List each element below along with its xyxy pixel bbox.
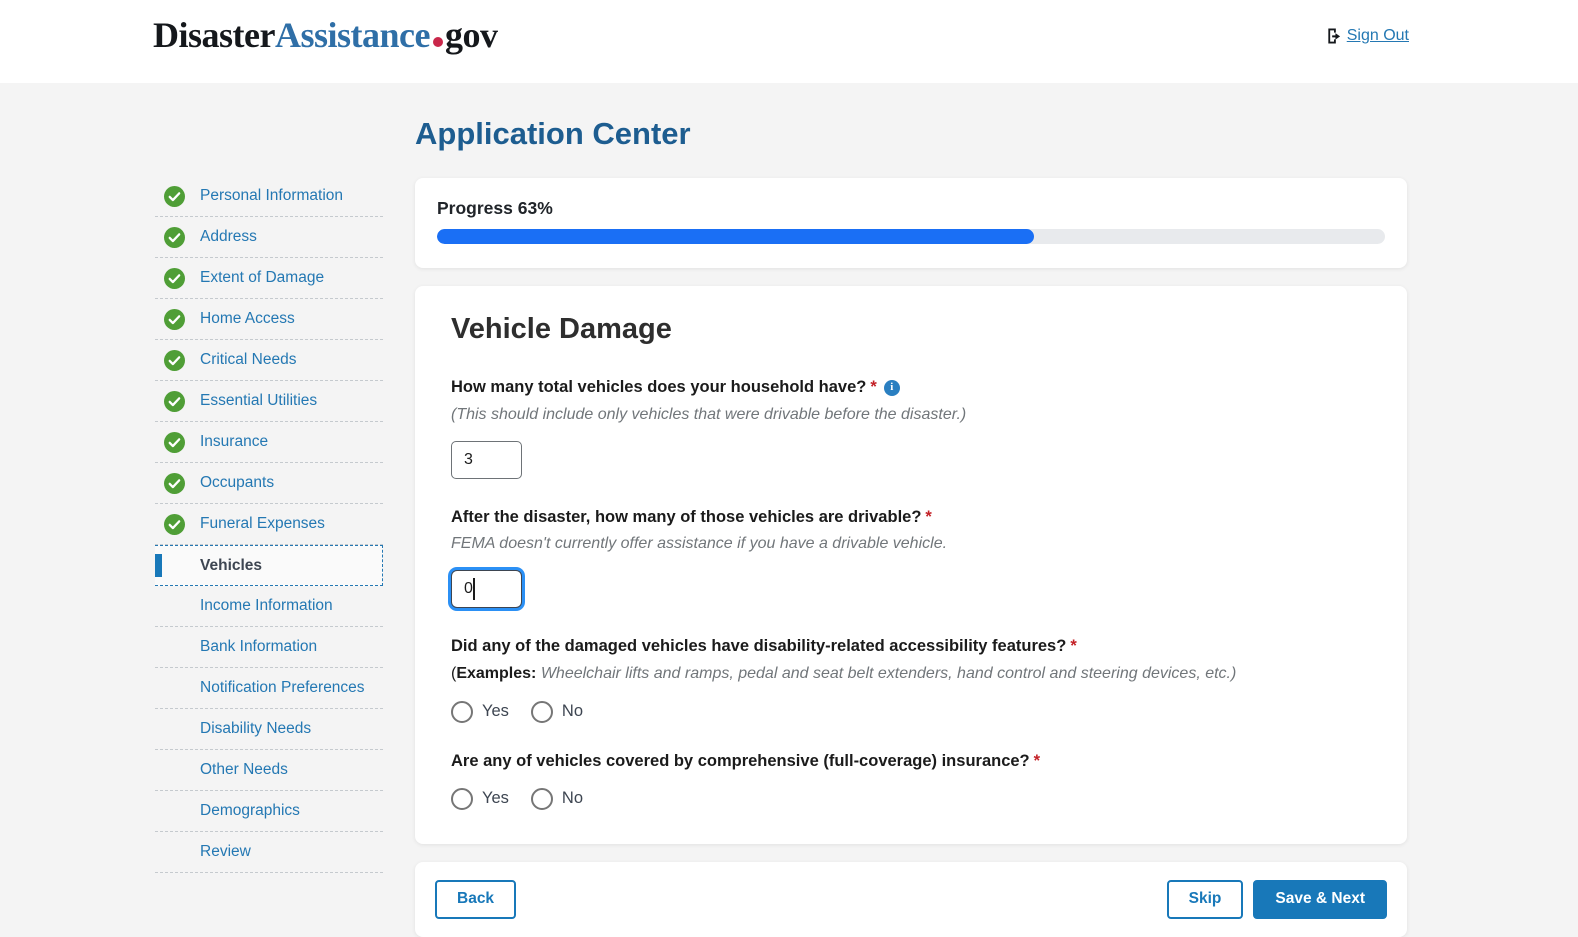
accessibility-yes-radio[interactable]: Yes [451, 701, 509, 723]
sign-out-icon [1325, 26, 1345, 46]
back-button[interactable]: Back [435, 880, 516, 919]
sidebar-item-vehicles-current[interactable] [155, 545, 383, 586]
site-header [0, 0, 1578, 83]
sidebar-item-label: Address [200, 228, 257, 245]
application-nav [155, 176, 383, 873]
form-actions-bar [415, 862, 1407, 937]
check-circle-icon [164, 473, 185, 494]
check-circle-icon [164, 268, 185, 289]
question-examples: (Examples: Wheelchair lifts and ramps, pedal and seat belt extenders, hand control and steering devices, etc.) [451, 664, 1237, 682]
sidebar-item-insurance[interactable] [155, 422, 383, 463]
sidebar-item-bank-information[interactable] [155, 627, 383, 668]
site-logo[interactable] [153, 14, 497, 56]
required-asterisk: * [925, 507, 932, 526]
sidebar-item-essential-utilities[interactable] [155, 381, 383, 422]
form-title: Vehicle Damage [451, 313, 672, 346]
sidebar-item-label: Bank Information [200, 638, 318, 655]
required-asterisk: * [1033, 751, 1041, 770]
check-circle-icon [164, 309, 185, 330]
active-item-bar [155, 554, 162, 577]
progress-label: Progress 63% [437, 198, 553, 219]
sidebar-item-label: Disability Needs [200, 720, 312, 737]
skip-button[interactable]: Skip [1167, 880, 1244, 919]
radio-circle-icon [531, 701, 553, 723]
sidebar-item-occupants[interactable] [155, 463, 383, 504]
progress-bar-fill [437, 229, 1034, 244]
sidebar-item-label: Home Access [200, 310, 295, 327]
required-asterisk: * [870, 378, 877, 397]
question-hint: (This should include only vehicles that were drivable before the disaster.) [451, 406, 967, 424]
progress-card [415, 178, 1407, 268]
required-asterisk: * [1070, 636, 1077, 655]
radio-circle-icon [451, 701, 473, 723]
logo-text-disaster: Disaster [153, 15, 275, 55]
sidebar-item-disability-needs[interactable] [155, 709, 383, 750]
check-circle-icon [164, 350, 185, 371]
sidebar-item-label: Personal Information [200, 187, 344, 204]
sidebar-item-label: Critical Needs [200, 351, 297, 368]
vehicle-damage-form [415, 286, 1407, 843]
sidebar-item-review[interactable] [155, 832, 383, 873]
sidebar-item-personal-information[interactable] [155, 176, 383, 217]
check-circle-icon [164, 391, 185, 412]
radio-circle-icon [451, 788, 473, 810]
sign-out-link[interactable] [1325, 26, 1409, 46]
check-circle-icon [164, 514, 185, 535]
sidebar-item-home-access[interactable] [155, 299, 383, 340]
question-total-vehicles [451, 376, 1371, 478]
sidebar-item-notification-preferences[interactable] [155, 668, 383, 709]
accessibility-no-radio[interactable]: No [531, 701, 583, 723]
sidebar-item-label: Funeral Expenses [200, 515, 325, 532]
sidebar-item-label: Demographics [200, 802, 300, 819]
question-accessibility-features [451, 635, 1371, 723]
sidebar-item-label: Other Needs [200, 761, 288, 778]
question-drivable-vehicles [451, 506, 1371, 608]
logo-text-assistance: Assistance [274, 15, 430, 55]
info-icon[interactable]: i [884, 380, 900, 396]
radio-circle-icon [531, 788, 553, 810]
check-circle-icon [164, 186, 185, 207]
total-vehicles-input[interactable] [451, 441, 522, 479]
logo-dot-icon [433, 37, 443, 47]
progress-bar-track [437, 229, 1385, 244]
sidebar-item-label: Extent of Damage [200, 269, 325, 286]
insurance-no-radio[interactable]: No [531, 788, 583, 810]
insurance-radio-group [451, 788, 1371, 810]
sidebar-item-extent-of-damage[interactable] [155, 258, 383, 299]
drivable-vehicles-input[interactable] [451, 570, 522, 608]
sidebar-item-demographics[interactable] [155, 791, 383, 832]
question-label: How many total vehicles does your household have? * i [451, 376, 1371, 400]
sidebar-item-label: Income Information [200, 597, 333, 614]
page-title: Application Center [415, 116, 691, 151]
question-comprehensive-insurance [451, 750, 1371, 810]
main-content [415, 112, 1407, 937]
sidebar-item-label: Notification Preferences [200, 679, 365, 696]
sidebar-item-label: Occupants [200, 474, 275, 491]
question-label: Did any of the damaged vehicles have disability-related accessibility features? * [451, 636, 1077, 655]
sidebar-item-address[interactable] [155, 217, 383, 258]
question-label: After the disaster, how many of those vehicles are drivable? * [451, 507, 932, 526]
sidebar-item-funeral-expenses[interactable] [155, 504, 383, 545]
check-circle-icon [164, 432, 185, 453]
sidebar-item-label: Insurance [200, 433, 269, 450]
sign-out-label: Sign Out [1346, 27, 1409, 44]
save-next-button[interactable]: Save & Next [1253, 880, 1387, 919]
sidebar-item-critical-needs[interactable] [155, 340, 383, 381]
sidebar-item-other-needs[interactable] [155, 750, 383, 791]
accessibility-radio-group [451, 701, 1371, 723]
sidebar-item-label: Review [200, 843, 251, 860]
sidebar-item-label: Vehicles [200, 556, 263, 574]
sidebar-item-income-information[interactable] [155, 586, 383, 627]
question-hint: FEMA doesn't currently offer assistance if you have a drivable vehicle. [451, 535, 948, 553]
question-label: Are any of vehicles covered by comprehensive (full-coverage) insurance? * [451, 751, 1041, 770]
check-circle-icon [164, 227, 185, 248]
logo-text-gov: gov [444, 15, 498, 55]
insurance-yes-radio[interactable]: Yes [451, 788, 509, 810]
sidebar-item-label: Essential Utilities [200, 392, 318, 409]
